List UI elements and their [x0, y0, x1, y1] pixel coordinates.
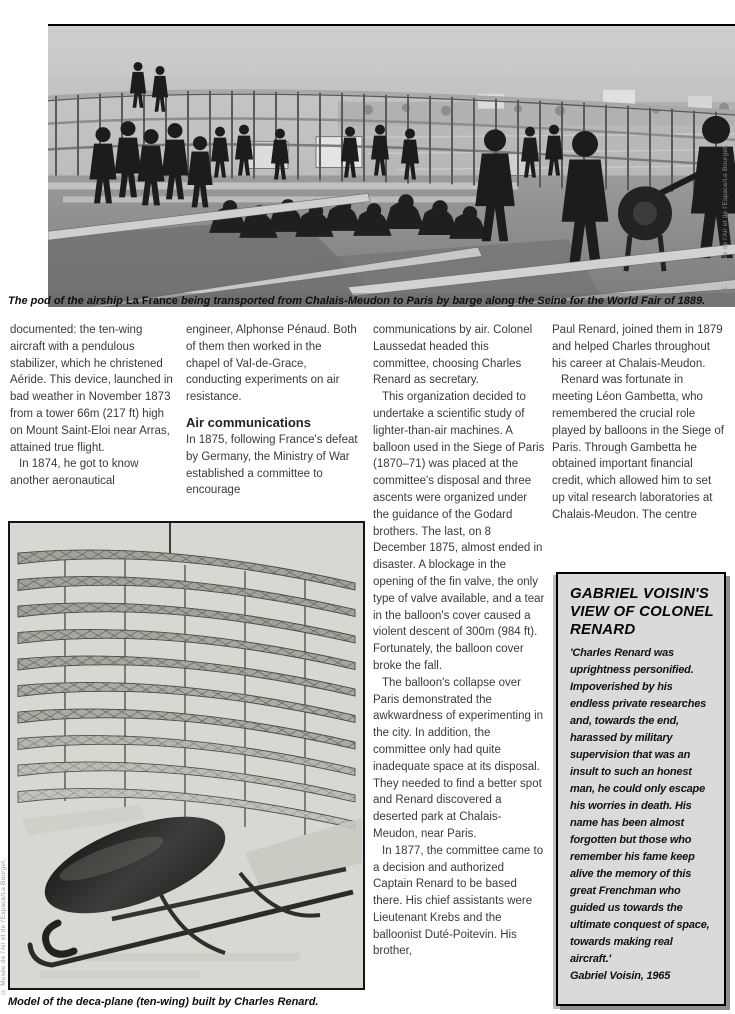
section-heading: Air communications [186, 414, 311, 430]
paragraph: engineer, Alphonse Pénaud. Both of them then worked in the chapel of Val-de-Grace, conducting experiments on air resistance. [186, 324, 357, 404]
model-caption: Model of the deca-plane (ten-wing) built by Charles Renard. [8, 996, 319, 1008]
sidebar-heading: GABRIEL VOISIN'S VIEW OF COLONEL RENARD [570, 585, 714, 638]
photo-caption [8, 295, 726, 308]
paragraph: documented: the ten-wing aircraft with a pendulous stabilizer, which he christened Aéride. This device, launched in bad weather in November 1873 from a tower 66m (217 ft) high on Mount Saint-Eloi near Arras, attained true flight. [10, 324, 173, 454]
airship-pod-photo-illustration [48, 26, 735, 307]
paragraph: Renard was fortunate in meeting Léon Gambetta, who remembered the crucial role played by balloons in the Siege of Paris. Through Gambetta he obtained important financial credit, which allowed him to set up vital research laboratories at Chalais-Meudon. The centre [552, 374, 724, 521]
text-column-1 [10, 322, 178, 490]
paragraph: In 1875, following France's defeat by Germany, the Ministry of War established a committee to encourage [186, 433, 358, 497]
paragraph: The balloon's collapse over Paris demonstrated the awkwardness of experimenting in the city. In addition, the committee only had quite inadequate space at its disposal. They needed to find a better spot and Renard discovered a deserted park at Chalais-Meudon, near Paris. [373, 676, 544, 840]
photo-credit: C. © Musée de l'Air et de l'Espace/Le Bourget. [722, 144, 729, 290]
voisin-quote-box [556, 572, 726, 1006]
paragraph: communications by air. Colonel Laussedat headed this committee, choosing Charles Renard as secretary. [373, 324, 533, 387]
sidebar-signature: Gabriel Voisin, 1965 [570, 970, 671, 982]
text-column-4 [552, 322, 724, 524]
airship-pod-photo [48, 24, 735, 307]
model-credit: © Musée de l'Air et de l'Espace/Le Bourget. [0, 858, 7, 995]
photo-caption-post: being transported from Chalais-Meudon to Paris by barge along the Seine for the World Fair of 1889. [177, 295, 706, 307]
deca-plane-illustration [10, 523, 363, 988]
deca-plane-figure [8, 521, 365, 990]
paragraph: In 1877, the committee came to a decision and authorized Captain Renard to be based there. His chief assistants were Lieutenant Krebs and the balloonist Duté-Poitevin. His brother, [373, 844, 544, 958]
paragraph: Paul Renard, joined them in 1879 and helped Charles throughout his career at Chalais-Meudon. [552, 324, 723, 370]
photo-caption-pre: The pod of the airship [8, 295, 126, 307]
paragraph: In 1874, he got to know another aeronautical [10, 458, 139, 488]
paragraph: This organization decided to undertake a scientific study of lighter-than-air machines. A balloon used in the Siege of Paris (1870–71) was placed at the committee's disposal and three ascents were organized under the guidance of the Godard brothers. The last, on 8 December 1875, almost ended in disaster. A blockage in the opening of the fin valve, the only type of valve available, and a tear in the balloon's cover caused a violent descent of 300m (984 ft). Fortunately, the balloon cover broke the fall. [373, 391, 545, 672]
text-column-3 [373, 322, 545, 960]
text-column-2 [186, 322, 358, 499]
airship-name: La France [125, 295, 178, 307]
sidebar-quote: 'Charles Renard was uprightness personified. Impoverished by his endless private researches and, towards the end, harassed by military supervision that was an insult to such an honest man, he could only escape his worries in death. His name has been almost forgotten but those who remember his fame keep alive the memory of this great Frenchman who guided us towards the ultimate conquest of space, towards making real aircraft.' [570, 647, 710, 965]
